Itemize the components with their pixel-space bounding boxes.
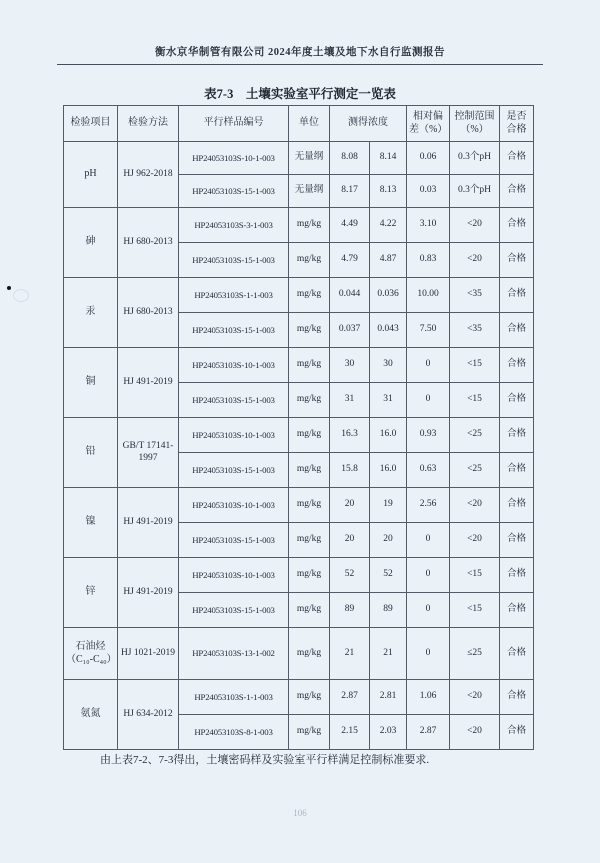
unit-cell: mg/kg <box>289 523 330 558</box>
unit-cell: mg/kg <box>289 208 330 243</box>
conc2-cell: 16.0 <box>370 453 407 488</box>
item-cell-mercury: 汞 <box>64 278 118 348</box>
conc1-cell: 20 <box>330 488 370 523</box>
unit-cell: 无量纲 <box>289 175 330 208</box>
sample-id-cell: HP24053103S-10-1-003 <box>179 348 289 383</box>
deviation-cell: 3.10 <box>407 208 450 243</box>
control-cell: <20 <box>450 243 500 278</box>
sample-id-cell: HP24053103S-10-1-003 <box>179 418 289 453</box>
col-header-concentration: 测得浓度 <box>330 106 407 142</box>
qualified-cell: 合格 <box>500 593 534 628</box>
page-number: 106 <box>293 808 307 818</box>
conc1-cell: 15.8 <box>330 453 370 488</box>
col-header-control: 控制范围（%） <box>450 106 500 142</box>
item-cell-nickel: 镍 <box>64 488 118 558</box>
deviation-cell: 0 <box>407 558 450 593</box>
document-header: 衡水京华制管有限公司 2024年度土壤及地下水自行监测报告 <box>154 47 446 58</box>
deviation-cell: 1.06 <box>407 680 450 715</box>
control-cell: 0.3个pH <box>450 142 500 175</box>
method-cell: HJ 680-2013 <box>118 208 179 278</box>
conc2-cell: 21 <box>370 628 407 680</box>
conc1-cell: 52 <box>330 558 370 593</box>
control-cell: ≤25 <box>450 628 500 680</box>
deviation-cell: 0.83 <box>407 243 450 278</box>
control-cell: <20 <box>450 680 500 715</box>
conc1-cell: 4.79 <box>330 243 370 278</box>
deviation-cell: 2.56 <box>407 488 450 523</box>
conc2-cell: 2.03 <box>370 715 407 750</box>
item-cell-ammonia: 氨氮 <box>64 680 118 750</box>
qualified-cell: 合格 <box>500 383 534 418</box>
control-cell: <25 <box>450 453 500 488</box>
conc2-cell: 52 <box>370 558 407 593</box>
sample-id-cell: HP24053103S-10-1-003 <box>179 558 289 593</box>
unit-cell: mg/kg <box>289 243 330 278</box>
sample-id-cell: HP24053103S-15-1-003 <box>179 243 289 278</box>
conc2-cell: 19 <box>370 488 407 523</box>
method-cell: HJ 1021-2019 <box>118 628 179 680</box>
deviation-cell: 7.50 <box>407 313 450 348</box>
conc1-cell: 0.044 <box>330 278 370 313</box>
qualified-cell: 合格 <box>500 715 534 750</box>
control-cell: <20 <box>450 208 500 243</box>
conc2-cell: 16.0 <box>370 418 407 453</box>
deviation-cell: 0 <box>407 628 450 680</box>
qualified-cell: 合格 <box>500 278 534 313</box>
qualified-cell: 合格 <box>500 418 534 453</box>
col-header-method: 检验方法 <box>118 106 179 142</box>
deviation-cell: 0 <box>407 348 450 383</box>
conc1-cell: 2.15 <box>330 715 370 750</box>
item-cell-petroleum: 石油烃（C₁₀-C₄₀） <box>64 628 118 680</box>
method-cell: HJ 491-2019 <box>118 348 179 418</box>
control-cell: <25 <box>450 418 500 453</box>
table-header-row <box>64 106 534 142</box>
deviation-cell: 0.06 <box>407 142 450 175</box>
method-cell: HJ 962-2018 <box>118 142 179 208</box>
sample-id-cell: HP24053103S-13-1-002 <box>179 628 289 680</box>
qualified-cell: 合格 <box>500 175 534 208</box>
unit-cell: mg/kg <box>289 715 330 750</box>
conc1-cell: 8.17 <box>330 175 370 208</box>
unit-cell: mg/kg <box>289 348 330 383</box>
method-cell: HJ 680-2013 <box>118 278 179 348</box>
table-row <box>64 348 534 383</box>
qualified-cell: 合格 <box>500 628 534 680</box>
sample-id-cell: HP24053103S-10-1-003 <box>179 142 289 175</box>
table-row <box>64 418 534 453</box>
method-cell: HJ 491-2019 <box>118 558 179 628</box>
table-row <box>64 628 534 680</box>
control-cell: <15 <box>450 383 500 418</box>
header-divider <box>57 64 543 65</box>
deviation-cell: 0 <box>407 523 450 558</box>
item-cell-arsenic: 砷 <box>64 208 118 278</box>
sample-id-cell: HP24053103S-1-1-003 <box>179 680 289 715</box>
qualified-cell: 合格 <box>500 348 534 383</box>
deviation-cell: 0 <box>407 593 450 628</box>
sample-id-cell: HP24053103S-15-1-003 <box>179 453 289 488</box>
qualified-cell: 合格 <box>500 558 534 593</box>
conc2-cell: 20 <box>370 523 407 558</box>
table-row <box>64 680 534 715</box>
table-row <box>64 278 534 313</box>
method-cell: GB/T 17141-1997 <box>118 418 179 488</box>
deviation-cell: 10.00 <box>407 278 450 313</box>
unit-cell: mg/kg <box>289 558 330 593</box>
deviation-cell: 0.03 <box>407 175 450 208</box>
item-cell-ph: pH <box>64 142 118 208</box>
qualified-cell: 合格 <box>500 313 534 348</box>
conc1-cell: 4.49 <box>330 208 370 243</box>
unit-cell: mg/kg <box>289 313 330 348</box>
conc2-cell: 4.22 <box>370 208 407 243</box>
unit-cell: mg/kg <box>289 488 330 523</box>
unit-cell: mg/kg <box>289 628 330 680</box>
conc1-cell: 20 <box>330 523 370 558</box>
col-header-qualified: 是否合格 <box>500 106 534 142</box>
item-cell-lead: 铅 <box>64 418 118 488</box>
conc2-cell: 8.13 <box>370 175 407 208</box>
conc2-cell: 0.043 <box>370 313 407 348</box>
deviation-cell: 0 <box>407 383 450 418</box>
sample-id-cell: HP24053103S-3-1-003 <box>179 208 289 243</box>
conc2-cell: 89 <box>370 593 407 628</box>
parallel-determination-table <box>63 105 534 750</box>
item-cell-copper: 铜 <box>64 348 118 418</box>
control-cell: <35 <box>450 278 500 313</box>
unit-cell: mg/kg <box>289 680 330 715</box>
table-row <box>64 208 534 243</box>
unit-cell: mg/kg <box>289 593 330 628</box>
scan-smudge <box>13 289 29 302</box>
sample-id-cell: HP24053103S-15-1-003 <box>179 523 289 558</box>
control-cell: <20 <box>450 488 500 523</box>
conc2-cell: 8.14 <box>370 142 407 175</box>
deviation-cell: 0.93 <box>407 418 450 453</box>
qualified-cell: 合格 <box>500 453 534 488</box>
sample-id-cell: HP24053103S-15-1-003 <box>179 593 289 628</box>
unit-cell: mg/kg <box>289 278 330 313</box>
qualified-cell: 合格 <box>500 680 534 715</box>
sample-id-cell: HP24053103S-10-1-003 <box>179 488 289 523</box>
unit-cell: mg/kg <box>289 418 330 453</box>
sample-id-cell: HP24053103S-8-1-003 <box>179 715 289 750</box>
sample-id-cell: HP24053103S-15-1-003 <box>179 383 289 418</box>
conclusion-note: 由上表7-2、7-3得出，土壤密码样及实验室平行样满足控制标准要求. <box>100 754 430 766</box>
sample-id-cell: HP24053103S-1-1-003 <box>179 278 289 313</box>
conc1-cell: 89 <box>330 593 370 628</box>
item-cell-zinc: 锌 <box>64 558 118 628</box>
conc1-cell: 21 <box>330 628 370 680</box>
control-cell: <15 <box>450 558 500 593</box>
conc1-cell: 0.037 <box>330 313 370 348</box>
col-header-item: 检验项目 <box>64 106 118 142</box>
control-cell: <15 <box>450 348 500 383</box>
control-cell: 0.3个pH <box>450 175 500 208</box>
col-header-deviation: 相对偏差（%） <box>407 106 450 142</box>
conc2-cell: 2.81 <box>370 680 407 715</box>
conc2-cell: 30 <box>370 348 407 383</box>
qualified-cell: 合格 <box>500 488 534 523</box>
control-cell: <20 <box>450 523 500 558</box>
deviation-cell: 0.63 <box>407 453 450 488</box>
conc2-cell: 4.87 <box>370 243 407 278</box>
scan-speck <box>7 286 11 290</box>
table-row <box>64 558 534 593</box>
sample-id-cell: HP24053103S-15-1-003 <box>179 313 289 348</box>
control-cell: <35 <box>450 313 500 348</box>
conc2-cell: 31 <box>370 383 407 418</box>
deviation-cell: 2.87 <box>407 715 450 750</box>
conc1-cell: 31 <box>330 383 370 418</box>
qualified-cell: 合格 <box>500 142 534 175</box>
sample-id-cell: HP24053103S-15-1-003 <box>179 175 289 208</box>
method-cell: HJ 634-2012 <box>118 680 179 750</box>
conc1-cell: 30 <box>330 348 370 383</box>
control-cell: <15 <box>450 593 500 628</box>
qualified-cell: 合格 <box>500 523 534 558</box>
qualified-cell: 合格 <box>500 208 534 243</box>
col-header-unit: 单位 <box>289 106 330 142</box>
control-cell: <20 <box>450 715 500 750</box>
table-row <box>64 142 534 175</box>
conc1-cell: 16.3 <box>330 418 370 453</box>
unit-cell: mg/kg <box>289 453 330 488</box>
unit-cell: mg/kg <box>289 383 330 418</box>
qualified-cell: 合格 <box>500 243 534 278</box>
conc1-cell: 8.08 <box>330 142 370 175</box>
unit-cell: 无量纲 <box>289 142 330 175</box>
conc1-cell: 2.87 <box>330 680 370 715</box>
col-header-sample-id: 平行样品编号 <box>179 106 289 142</box>
table-title: 表7-3 土壤实验室平行测定一览表 <box>204 87 396 101</box>
table-row <box>64 488 534 523</box>
method-cell: HJ 491-2019 <box>118 488 179 558</box>
conc2-cell: 0.036 <box>370 278 407 313</box>
